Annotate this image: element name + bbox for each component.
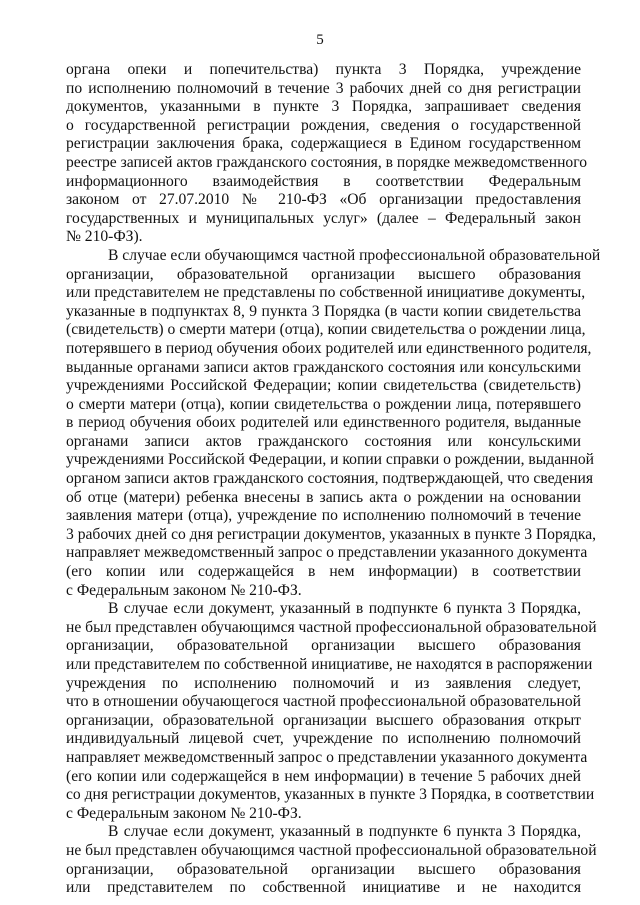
text-line: или представителем по собственной инициативе и не находится <box>66 879 581 897</box>
text-line: заявления матери (отца), учреждение по исполнению полномочий в течение <box>66 507 581 525</box>
text-line: организации, образовательной организации высшего образования <box>66 265 581 283</box>
text-line: с Федеральным законом № 210-ФЗ. <box>66 804 302 822</box>
text-line: указанные в подпунктах 8, 9 пункта 3 Порядка (в части копии свидетельства <box>66 302 581 320</box>
paragraph <box>66 61 588 247</box>
text-line: В случае если обучающимся частной профессиональной образовательной <box>108 246 601 264</box>
text-line: о государственной регистрации рождения, сведения о государственной <box>66 116 581 134</box>
text-line: потерявшего в период обучения обоих родителей или единственного родителя, <box>66 339 592 357</box>
page-number: 5 <box>316 32 324 48</box>
text-line: реестре записей актов гражданского состояния, в порядке межведомственного <box>66 153 588 171</box>
paragraph <box>66 246 601 600</box>
text-line: органом записи актов гражданского состояния, подтверждающей, что сведения <box>66 470 594 488</box>
text-line: регистрации заключения брака, содержащиеся в Едином государственном <box>66 135 581 153</box>
text-line: № 210-ФЗ). <box>66 228 143 246</box>
text-line: индивидуальный лицевой счет, учреждение по исполнению полномочий <box>66 730 581 748</box>
text-line: об отце (матери) ребенка внесены в запись акта о рождении на основании <box>66 488 581 506</box>
text-line: направляет межведомственный запрос о представлении указанного документа <box>66 748 588 766</box>
text-line: организации, образовательной организации высшего образования <box>66 860 581 878</box>
text-line: (свидетельств) о смерти матери (отца), копии свидетельства о рождении лица, <box>66 321 586 339</box>
text-line: организации, образовательной организации высшего образования открыт <box>66 711 581 729</box>
text-line: органами записи актов гражданского состояния или консульскими <box>66 432 581 450</box>
text-line: не был представлен обучающимся частной профессиональной образовательной <box>66 618 597 636</box>
document-body <box>66 61 601 898</box>
text-line: государственных и муниципальных услуг» (далее – Федеральный закон <box>66 209 581 227</box>
text-line: (его копии или содержащейся в нем информации) в течение 5 рабочих дней <box>66 767 581 785</box>
text-line: не был представлен обучающимся частной профессиональной образовательной <box>66 841 597 859</box>
text-line: выданные органами записи актов гражданского состояния или консульскими <box>66 358 581 376</box>
text-line: В случае если документ, указанный в подпункте 6 пункта 3 Порядка, <box>108 823 581 841</box>
paragraph <box>66 600 597 823</box>
text-line: документов, указанными в пункте 3 Порядка, запрашивает сведения <box>66 98 581 116</box>
text-line: или представителем не представлены по собственной инициативе документы, <box>66 284 586 302</box>
text-line: учреждениями Российской Федерации, и копии справки о рождении, выданной <box>66 451 594 469</box>
text-line: направляет межведомственный запрос о представлении указанного документа <box>66 544 588 562</box>
text-line: что в отношении обучающегося частной профессиональной образовательной <box>66 693 581 711</box>
text-line: 3 рабочих дней со дня регистрации документов, указанных в пункте 3 Порядка, <box>66 525 597 543</box>
text-line: в период обучения обоих родителей или единственного родителя, выданные <box>66 414 581 432</box>
text-line: (его копии или содержащейся в нем информации) в соответствии <box>66 563 581 581</box>
text-line: В случае если документ, указанный в подпункте 6 пункта 3 Порядка, <box>108 600 581 618</box>
text-line: информационного взаимодействия в соответствии Федеральным <box>66 172 581 190</box>
text-line: организации, образовательной организации высшего образования <box>66 637 581 655</box>
text-line: учреждениями Российской Федерации; копии свидетельства (свидетельств) <box>66 377 581 395</box>
text-line: органа опеки и попечительства) пункта 3 Порядка, учреждение <box>66 61 581 78</box>
text-line: учреждения по исполнению полномочий и из заявления следует, <box>66 674 581 692</box>
paragraph <box>66 823 597 897</box>
text-line: по исполнению полномочий в течение 3 рабочих дней со дня регистрации <box>66 79 581 97</box>
text-line: со дня регистрации документов, указанных в пункте 3 Порядка, в соответствии <box>66 786 595 804</box>
text-line: о смерти матери (отца), копии свидетельства о рождении лица, потерявшего <box>66 395 581 413</box>
text-line: или представителем по собственной инициативе, не находятся в распоряжении <box>66 656 593 673</box>
text-line: с Федеральным законом № 210-ФЗ. <box>66 581 302 599</box>
text-line: законом от 27.07.2010 № 210-ФЗ «Об организации предоставления <box>66 191 581 209</box>
